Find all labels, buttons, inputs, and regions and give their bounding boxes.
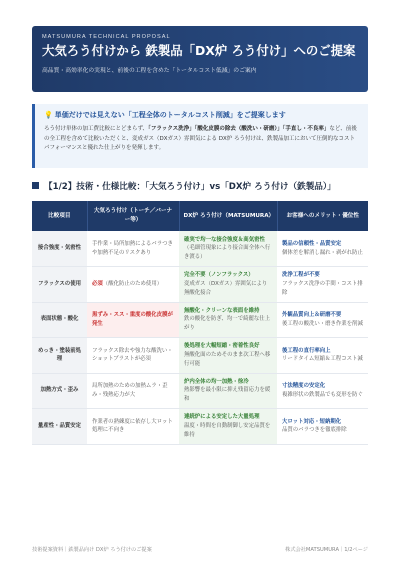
benefit-cell: 寸法精度の安定化 複雑形状の鉄製品でも変形を防ぐ	[277, 373, 368, 409]
header-cell-conventional: 大気ろう付け（トーチ／バーナー等）	[87, 201, 179, 231]
conventional-cell: 手作業・局所加熱によるバラつきや加熱不足のリスクあり	[87, 231, 179, 267]
table-row	[32, 231, 368, 267]
callout-body-2: など、前後の全工程を含めて比較いただくと、変成ガス（DXガス）雰囲気による DX炉 ろう付けは、鉄製品加工において圧倒的なコストパフォーマンスと優れた仕上がりを発揮します。	[44, 126, 357, 152]
header-eyebrow: MATSUMURA TECHNICAL PROPOSAL	[42, 34, 171, 40]
row-label: 表面状態・酸化	[32, 302, 87, 338]
callout-box	[32, 104, 368, 168]
row-label: 加熱方式・歪み	[32, 373, 87, 409]
header-banner	[32, 26, 368, 92]
row-label: めっき・塗装前処理	[32, 338, 87, 374]
row-label: 接合強度・気密性	[32, 231, 87, 267]
footer	[32, 546, 368, 553]
footer-right: 株式会社MATSUMURA｜1/2ページ	[285, 547, 368, 553]
callout-body	[44, 125, 359, 154]
conventional-cell: 局所加熱のための加熱ムラ・歪み・残熱応力が大	[87, 373, 179, 409]
dx-cell: 確実で均一な接合強度＆高気密性 （毛細管現象により接合面全体へ行き渡る）	[179, 231, 277, 267]
page-title: 大気ろう付けから 鉄製品「DX炉 ろう付け」へのご提案	[42, 43, 356, 58]
dx-cell: 無酸化・クリーンな表面を維持 鉄の酸化を防ぎ、均一で綺麗な仕上がり	[179, 302, 277, 338]
conventional-cell: フラックス除去や強力な酸洗い・ショットブラストが必須	[87, 338, 179, 374]
benefit-cell: 製品の信頼性・品質安定 個体差を解消し漏れ・剥がれ防止	[277, 231, 368, 267]
callout-body-1: ろう付け単体の加工費比較にとどまらず、	[44, 126, 149, 132]
benefit-cell: 後工程の直行率向上 リードタイム短縮＆工程コスト減	[277, 338, 368, 374]
comparison-table	[32, 201, 368, 445]
benefit-cell: 大ロット対応・短納期化 品質のバラつきを徹底排除	[277, 409, 368, 445]
header-cell-benefit: お客様へのメリット・優位性	[277, 201, 368, 231]
square-bullet-icon	[32, 182, 39, 189]
conventional-cell: 黒ずみ・スス・重度の酸化皮膜が発生	[87, 302, 179, 338]
conventional-cell: 必須（酸化防止のため使用）	[87, 267, 179, 303]
conventional-cell: 作業者の熟練度に依存し大ロット処理に不向き	[87, 409, 179, 445]
table-row	[32, 373, 368, 409]
header-cell-item: 比較項目	[32, 201, 87, 231]
dx-cell: 後処理を大幅短縮・密着性良好 無酸化面のためそのまま次工程へ移行可能	[179, 338, 277, 374]
callout-title: 単価だけでは見えない「工程全体のトータルコスト削減」をご提案します	[54, 111, 286, 119]
benefit-cell: 洗浄工程が不要 フラックス洗浄の手間・コスト排除	[277, 267, 368, 303]
row-label: 量産性・品質安定	[32, 409, 87, 445]
page-subtitle: 高品質・高効率化の実現と、前後の工程を含めた「トータルコスト低減」のご案内	[42, 67, 257, 74]
footer-left: 技術提案資料｜鉄製品向け DX炉 ろう付けのご提案	[32, 547, 152, 553]
table-row	[32, 302, 368, 338]
benefit-cell: 外観品質向上＆研磨不要 後工程の酸洗い・磨き作業を削減	[277, 302, 368, 338]
callout-body-bold: 「フラックス洗浄」「酸化皮膜の除去（酸洗い・研磨）」「手直し・不良率」	[148, 126, 330, 132]
table-row	[32, 409, 368, 445]
section-heading	[32, 180, 368, 192]
section-title: 【1/2】技術・仕様比較：「大気ろう付け」vs「DX炉 ろう付け（鉄製品）」	[44, 182, 336, 192]
callout-title-row	[44, 110, 359, 120]
header-cell-dx: DX炉 ろう付け（MATSUMURA）	[179, 201, 277, 231]
table-row	[32, 338, 368, 374]
dx-cell: 炉内全体の均一加熱・徐冷 熱影響を最小限に抑え残留応力を緩和	[179, 373, 277, 409]
table-header-row	[32, 201, 368, 231]
dx-cell: 完全不要（ノンフラックス） 変成ガス（DXガス）雰囲気により無酸化接合	[179, 267, 277, 303]
lightbulb-icon: 💡	[44, 111, 53, 119]
dx-cell: 連続炉による安定した大量処理 温度・時間を自動制御し安定品質を維持	[179, 409, 277, 445]
table-row	[32, 267, 368, 303]
row-label: フラックスの使用	[32, 267, 87, 303]
